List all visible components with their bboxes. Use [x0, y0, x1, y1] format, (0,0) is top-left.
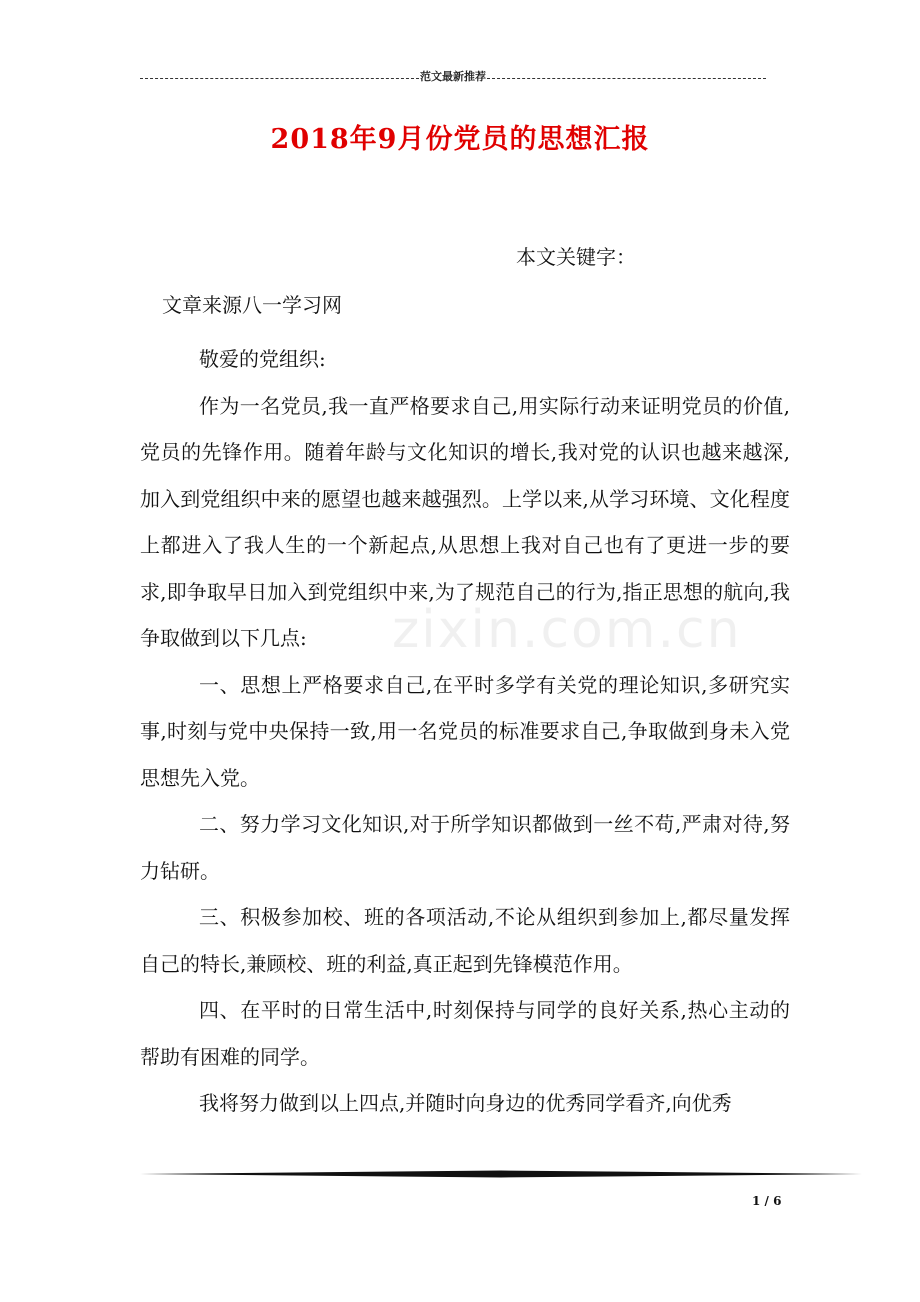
- paragraph-intro: 作为一名党员,我一直严格要求自己,用实际行动来证明党员的价值,党员的先锋作用。随着年龄与文化知识的增长,我对党的认识也越来越深,加入到党组织中来的愿望也越来越强烈。上学以来,从学习环境、文化程度上都进入了我人生的一个新起点,从思想上我对自己也有了更进一步的要求,即争取早日加入到党组织中来,为了规范自己的行为,指正思想的航向,我争取做到以下几点:: [140, 393, 790, 650]
- document-title: 2018年9月份党员的思想汇报: [270, 124, 650, 155]
- source-line: 文章来源八一学习网: [162, 293, 342, 317]
- paragraph-point-3: 三、积极参加校、班的各项活动,不论从组织到参加上,都尽量发挥自己的特长,兼顾校、班的利益,真正起到先锋模范作用。: [140, 905, 790, 976]
- document-body: [140, 336, 790, 1127]
- header-dashes-left: [140, 78, 419, 79]
- header-dashes-right: [487, 78, 766, 79]
- header-label: 范文最新推荐: [420, 70, 486, 83]
- salutation: 敬爱的党组织:: [199, 347, 326, 371]
- keywords-label: 本文关键字：: [516, 245, 636, 269]
- paragraph-point-1: 一、思想上严格要求自己,在平时多学有关党的理论知识,多研究实事,时刻与党中央保持一致,用一名党员的标准要求自己,争取做到身未入党思想先入党。: [140, 672, 790, 790]
- paragraph-closing: 我将努力做到以上四点,并随时向身边的优秀同学看齐,向优秀: [199, 1091, 732, 1115]
- paragraph-point-4: 四、在平时的日常生活中,时刻保持与同学的良好关系,热心主动的帮助有困难的同学。: [140, 998, 790, 1069]
- paragraph-point-2: 二、努力学习文化知识,对于所学知识都做到一丝不苟,严肃对待,努力钻研。: [140, 812, 790, 883]
- page-number: 1 / 6: [752, 1194, 782, 1208]
- header-banner: [140, 70, 766, 84]
- watermark: zixin.com.cn: [392, 600, 742, 660]
- footer-divider: [140, 1170, 862, 1178]
